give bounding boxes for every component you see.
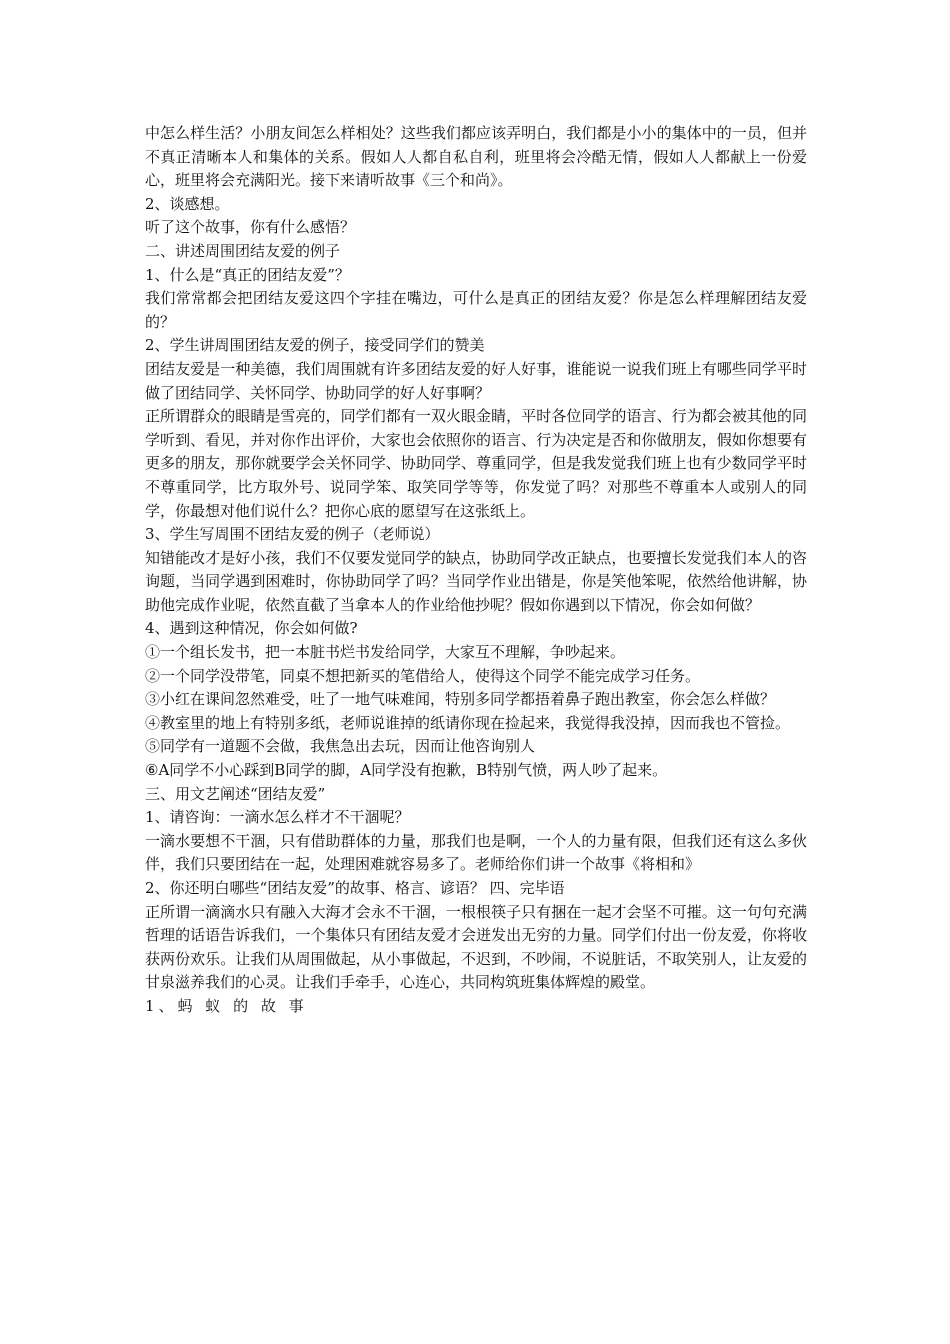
section-heading-2: 二、讲述周围团结友爱的例子 [145, 241, 341, 260]
list-item-situation-4: ④教室里的地上有特别多纸，老师说谁掉的纸请你现在捡起来，我觉得我没掉，因而我也不管捡。 [145, 713, 791, 732]
paragraph-what-is-unity: 1、什么是“真正的团结友爱”？ [145, 265, 350, 284]
list-item-situation-2: ②一个同学没带笔，同桌不想把新买的笔借给人，使得这个同学不能完成学习任务。 [145, 666, 701, 685]
paragraph-water-drop-question: 1、请咨询：一滴水怎么样才不干涸呢？ [145, 808, 410, 827]
paragraph-question-feelings: 听了这个故事，你有什么感悟？ [145, 218, 356, 237]
paragraph-water-drop-answer: 一滴水要想不干涸，只有借助群体的力量，那我们也是啊，一个人的力量有限，但我们还有这么多伙伴，我们只要团结在一起，处理困难就容易多了。老师给你们讲一个故事《将相和》 [145, 831, 807, 874]
list-item-situation-3: ③小红在课间忽然难受，吐了一地气味难闻，特别多同学都捂着鼻子跑出教室，你会怎么样做？ [145, 690, 776, 709]
paragraph-situations-heading: 4、遇到这种情况，你会如何做? [145, 619, 358, 638]
paragraph-ant-story-heading: 1、蚂 蚁 的 故 事 [145, 996, 308, 1015]
list-item-situation-6: ⑥A同学不小心踩到B同学的脚，A同学没有抱歉，B特别气愤，两人吵了起来。 [145, 761, 668, 780]
list-item-situation-5: ⑤同学有一道题不会做，我焦急出去玩，因而让他咨询别人 [145, 737, 536, 756]
document-body [145, 122, 807, 1019]
paragraph-correct-mistakes: 知错能改才是好小孩，我们不仅要发觉同学的缺点，协助同学改正缺点，也要擅长发觉我们本人的咨询题，当同学遇到困难时，你协助同学了吗？当同学作业出错是，你是笑他笨呢，依然给他讲解，协助他完成作业呢，依然直截了当拿本人的作业给他抄呢？假如你遇到以下情况，你会如何做？ [145, 548, 807, 614]
paragraph-conclusion: 正所谓一滴滴水只有融入大海才会永不干涸，一根根筷子只有捆在一起才会坚不可摧。这一句句充满哲理的话语告诉我们，一个集体只有团结友爱才会迸发出无穷的力量。同学们付出一份友爱，你将收获两份欢乐。让我们从周围做起，从小事做起，不迟到，不吵闹，不说脏话，不取笑别人，让友爱的甘泉滋养我们的心灵。让我们手牵手，心连心，共同构筑班集体辉煌的殿堂。 [145, 902, 807, 992]
paragraph-write-examples: 3、学生写周围不团结友爱的例子（老师说） [145, 525, 440, 544]
paragraph-virtue: 团结友爱是一种美德，我们周围就有许多团结友爱的好人好事，谁能说一说我们班上有哪些同学平时做了团结同学、关怀同学、协助同学的好人好事啊？ [145, 359, 807, 402]
paragraph-discuss-feelings: 2、谈感想。 [145, 194, 230, 213]
paragraph-intro: 中怎么样生活？小朋友间怎么样相处？这些我们都应该弄明白，我们都是小小的集体中的一员，但并不真正清晰本人和集体的关系。假如人人都自私自利，班里将会冷酷无情，假如人人都献上一份爱心，班里将会充满阳光。接下来请听故事《三个和尚》。 [145, 124, 807, 190]
paragraph-masses-eyes: 正所谓群众的眼睛是雪亮的，同学们都有一双火眼金睛，平时各位同学的语言、行为都会被其他的同学听到、看见，并对你作出评价，大家也会依照你的语言、行为决定是否和你做朋友，假如你想要有更多的朋友，那你就要学会关怀同学、协助同学、尊重同学，但是我发觉我们班上也有少数同学平时不尊重同学，比方取外号、说同学笨、取笑同学等等，你发觉了吗？对那些不尊重本人或别人的同学，你最想对他们说什么？把你心底的愿望写在这张纸上。 [145, 407, 807, 520]
paragraph-unity-explanation: 我们常常都会把团结友爱这四个字挂在嘴边，可什么是真正的团结友爱？你是怎么样理解团结友爱的？ [145, 289, 807, 331]
list-item-situation-1: ①一个组长发书，把一本脏书烂书发给同学，大家互不理解，争吵起来。 [145, 643, 626, 662]
paragraph-student-examples: 2、学生讲周围团结友爱的例子，接受同学们的赞美 [145, 336, 485, 355]
paragraph-stories-and-ending: 2、你还明白哪些“团结友爱”的故事、格言、谚语？ 四、完毕语 [145, 879, 565, 897]
section-heading-3: 三、用文艺阐述“团结友爱” [145, 784, 326, 803]
